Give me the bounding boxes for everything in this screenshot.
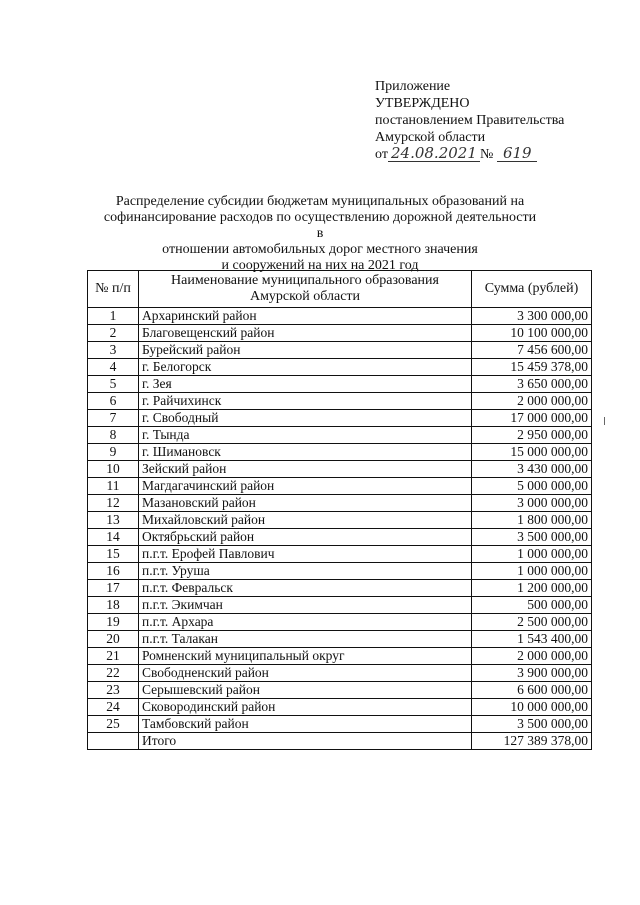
row-amount: 3 000 000,00 — [472, 495, 592, 512]
table-row — [88, 512, 592, 529]
approval-line-appendix: Приложение — [375, 79, 451, 94]
row-municipality: Тамбовский район — [139, 716, 472, 733]
row-number: 22 — [88, 665, 139, 682]
row-municipality: п.г.т. Талакан — [139, 631, 472, 648]
row-amount: 3 500 000,00 — [472, 716, 592, 733]
table-row — [88, 325, 592, 342]
row-amount: 1 000 000,00 — [472, 563, 592, 580]
row-municipality: Мазановский район — [139, 495, 472, 512]
approval-line-approved: УТВЕРЖДЕНО — [375, 96, 470, 111]
row-municipality: Благовещенский район — [139, 325, 472, 342]
handwritten-date: 24.08.2021 — [388, 146, 480, 162]
row-municipality: г. Белогорск — [139, 359, 472, 376]
row-municipality: Свободненский район — [139, 665, 472, 682]
row-number: 25 — [88, 716, 139, 733]
row-number: 7 — [88, 410, 139, 427]
title-line: отношении автомобильных дорог местного значения — [162, 242, 478, 257]
table-row — [88, 682, 592, 699]
row-amount: 6 600 000,00 — [472, 682, 592, 699]
row-municipality: Итого — [139, 733, 472, 750]
row-amount: 1 543 400,00 — [472, 631, 592, 648]
table-row — [88, 444, 592, 461]
header-name-line1: Наименование муниципального образования — [171, 273, 439, 288]
row-amount: 10 100 000,00 — [472, 325, 592, 342]
row-municipality: г. Райчихинск — [139, 393, 472, 410]
row-municipality: Серышевский район — [139, 682, 472, 699]
title-line: Распределение субсидии бюджетам муниципальных образований на — [115, 194, 525, 209]
title-line: и сооружений на них на 2021 год — [221, 258, 419, 273]
row-amount: 2 000 000,00 — [472, 648, 592, 665]
row-amount: 2 000 000,00 — [472, 393, 592, 410]
row-municipality: п.г.т. Экимчан — [139, 597, 472, 614]
row-amount: 3 430 000,00 — [472, 461, 592, 478]
row-number: 9 — [88, 444, 139, 461]
row-number: 19 — [88, 614, 139, 631]
row-amount: 10 000 000,00 — [472, 699, 592, 716]
row-municipality: г. Зея — [139, 376, 472, 393]
table-row — [88, 699, 592, 716]
approval-line-resolution: постановлением Правительства — [375, 113, 565, 128]
row-number: 11 — [88, 478, 139, 495]
row-number: 16 — [88, 563, 139, 580]
total-row — [88, 733, 592, 750]
row-number: 21 — [88, 648, 139, 665]
handwritten-number: 619 — [497, 146, 537, 162]
row-number: 17 — [88, 580, 139, 597]
row-number: 5 — [88, 376, 139, 393]
table-row — [88, 716, 592, 733]
header-sum: Сумма (рублей) — [472, 271, 592, 308]
table-row — [88, 648, 592, 665]
row-amount: 1 000 000,00 — [472, 546, 592, 563]
row-amount: 3 900 000,00 — [472, 665, 592, 682]
header-name — [139, 271, 472, 308]
document-title — [100, 194, 540, 274]
row-number: 14 — [88, 529, 139, 546]
table-row — [88, 478, 592, 495]
row-municipality: Архаринский район — [139, 308, 472, 325]
table-row — [88, 308, 592, 325]
number-prefix: № — [479, 147, 494, 162]
row-number: 3 — [88, 342, 139, 359]
row-number: 1 — [88, 308, 139, 325]
row-number: 18 — [88, 597, 139, 614]
row-municipality: Бурейский район — [139, 342, 472, 359]
row-amount: 15 459 378,00 — [472, 359, 592, 376]
table-row — [88, 461, 592, 478]
row-number: 24 — [88, 699, 139, 716]
row-amount: 3 500 000,00 — [472, 529, 592, 546]
approval-block — [375, 78, 564, 163]
row-amount: 5 000 000,00 — [472, 478, 592, 495]
table-row — [88, 546, 592, 563]
table-row — [88, 580, 592, 597]
row-amount: 500 000,00 — [472, 597, 592, 614]
table-row — [88, 359, 592, 376]
table-row — [88, 495, 592, 512]
table-row — [88, 631, 592, 648]
row-amount: 127 389 378,00 — [472, 733, 592, 750]
table-row — [88, 665, 592, 682]
row-amount: 2 500 000,00 — [472, 614, 592, 631]
row-municipality: Зейский район — [139, 461, 472, 478]
table-row — [88, 410, 592, 427]
row-municipality: Магдагачинский район — [139, 478, 472, 495]
approval-line-region: Амурской области — [375, 130, 486, 145]
row-municipality: п.г.т. Ерофей Павлович — [139, 546, 472, 563]
row-number: 23 — [88, 682, 139, 699]
row-number: 20 — [88, 631, 139, 648]
row-municipality: Михайловский район — [139, 512, 472, 529]
title-line: софинансирование расходов по осуществлению дорожной деятельности в — [103, 210, 537, 241]
table-row — [88, 393, 592, 410]
row-municipality: п.г.т. Архара — [139, 614, 472, 631]
row-municipality: п.г.т. Февральск — [139, 580, 472, 597]
row-number: 4 — [88, 359, 139, 376]
row-amount: 3 650 000,00 — [472, 376, 592, 393]
table-row — [88, 342, 592, 359]
row-number: 12 — [88, 495, 139, 512]
row-number — [88, 733, 139, 750]
table-row — [88, 427, 592, 444]
row-amount: 2 950 000,00 — [472, 427, 592, 444]
header-name-line2: Амурской области — [249, 289, 361, 304]
row-number: 6 — [88, 393, 139, 410]
row-municipality: Октябрьский район — [139, 529, 472, 546]
scan-mark — [604, 417, 605, 425]
table-row — [88, 614, 592, 631]
subsidy-table — [87, 270, 592, 750]
table-row — [88, 529, 592, 546]
row-number: 8 — [88, 427, 139, 444]
approval-date-line — [375, 146, 564, 163]
row-municipality: г. Тында — [139, 427, 472, 444]
row-municipality: Сковородинский район — [139, 699, 472, 716]
row-number: 2 — [88, 325, 139, 342]
date-prefix: от — [375, 147, 388, 162]
row-municipality: г. Свободный — [139, 410, 472, 427]
row-municipality: Ромненский муниципальный округ — [139, 648, 472, 665]
row-amount: 7 456 600,00 — [472, 342, 592, 359]
row-number: 15 — [88, 546, 139, 563]
table-row — [88, 376, 592, 393]
row-number: 13 — [88, 512, 139, 529]
row-amount: 3 300 000,00 — [472, 308, 592, 325]
row-amount: 17 000 000,00 — [472, 410, 592, 427]
table-header-row — [88, 271, 592, 308]
row-amount: 1 800 000,00 — [472, 512, 592, 529]
row-number: 10 — [88, 461, 139, 478]
row-municipality: г. Шимановск — [139, 444, 472, 461]
row-amount: 1 200 000,00 — [472, 580, 592, 597]
row-municipality: п.г.т. Уруша — [139, 563, 472, 580]
table-row — [88, 563, 592, 580]
table-row — [88, 597, 592, 614]
row-amount: 15 000 000,00 — [472, 444, 592, 461]
header-num: № п/п — [88, 271, 139, 308]
